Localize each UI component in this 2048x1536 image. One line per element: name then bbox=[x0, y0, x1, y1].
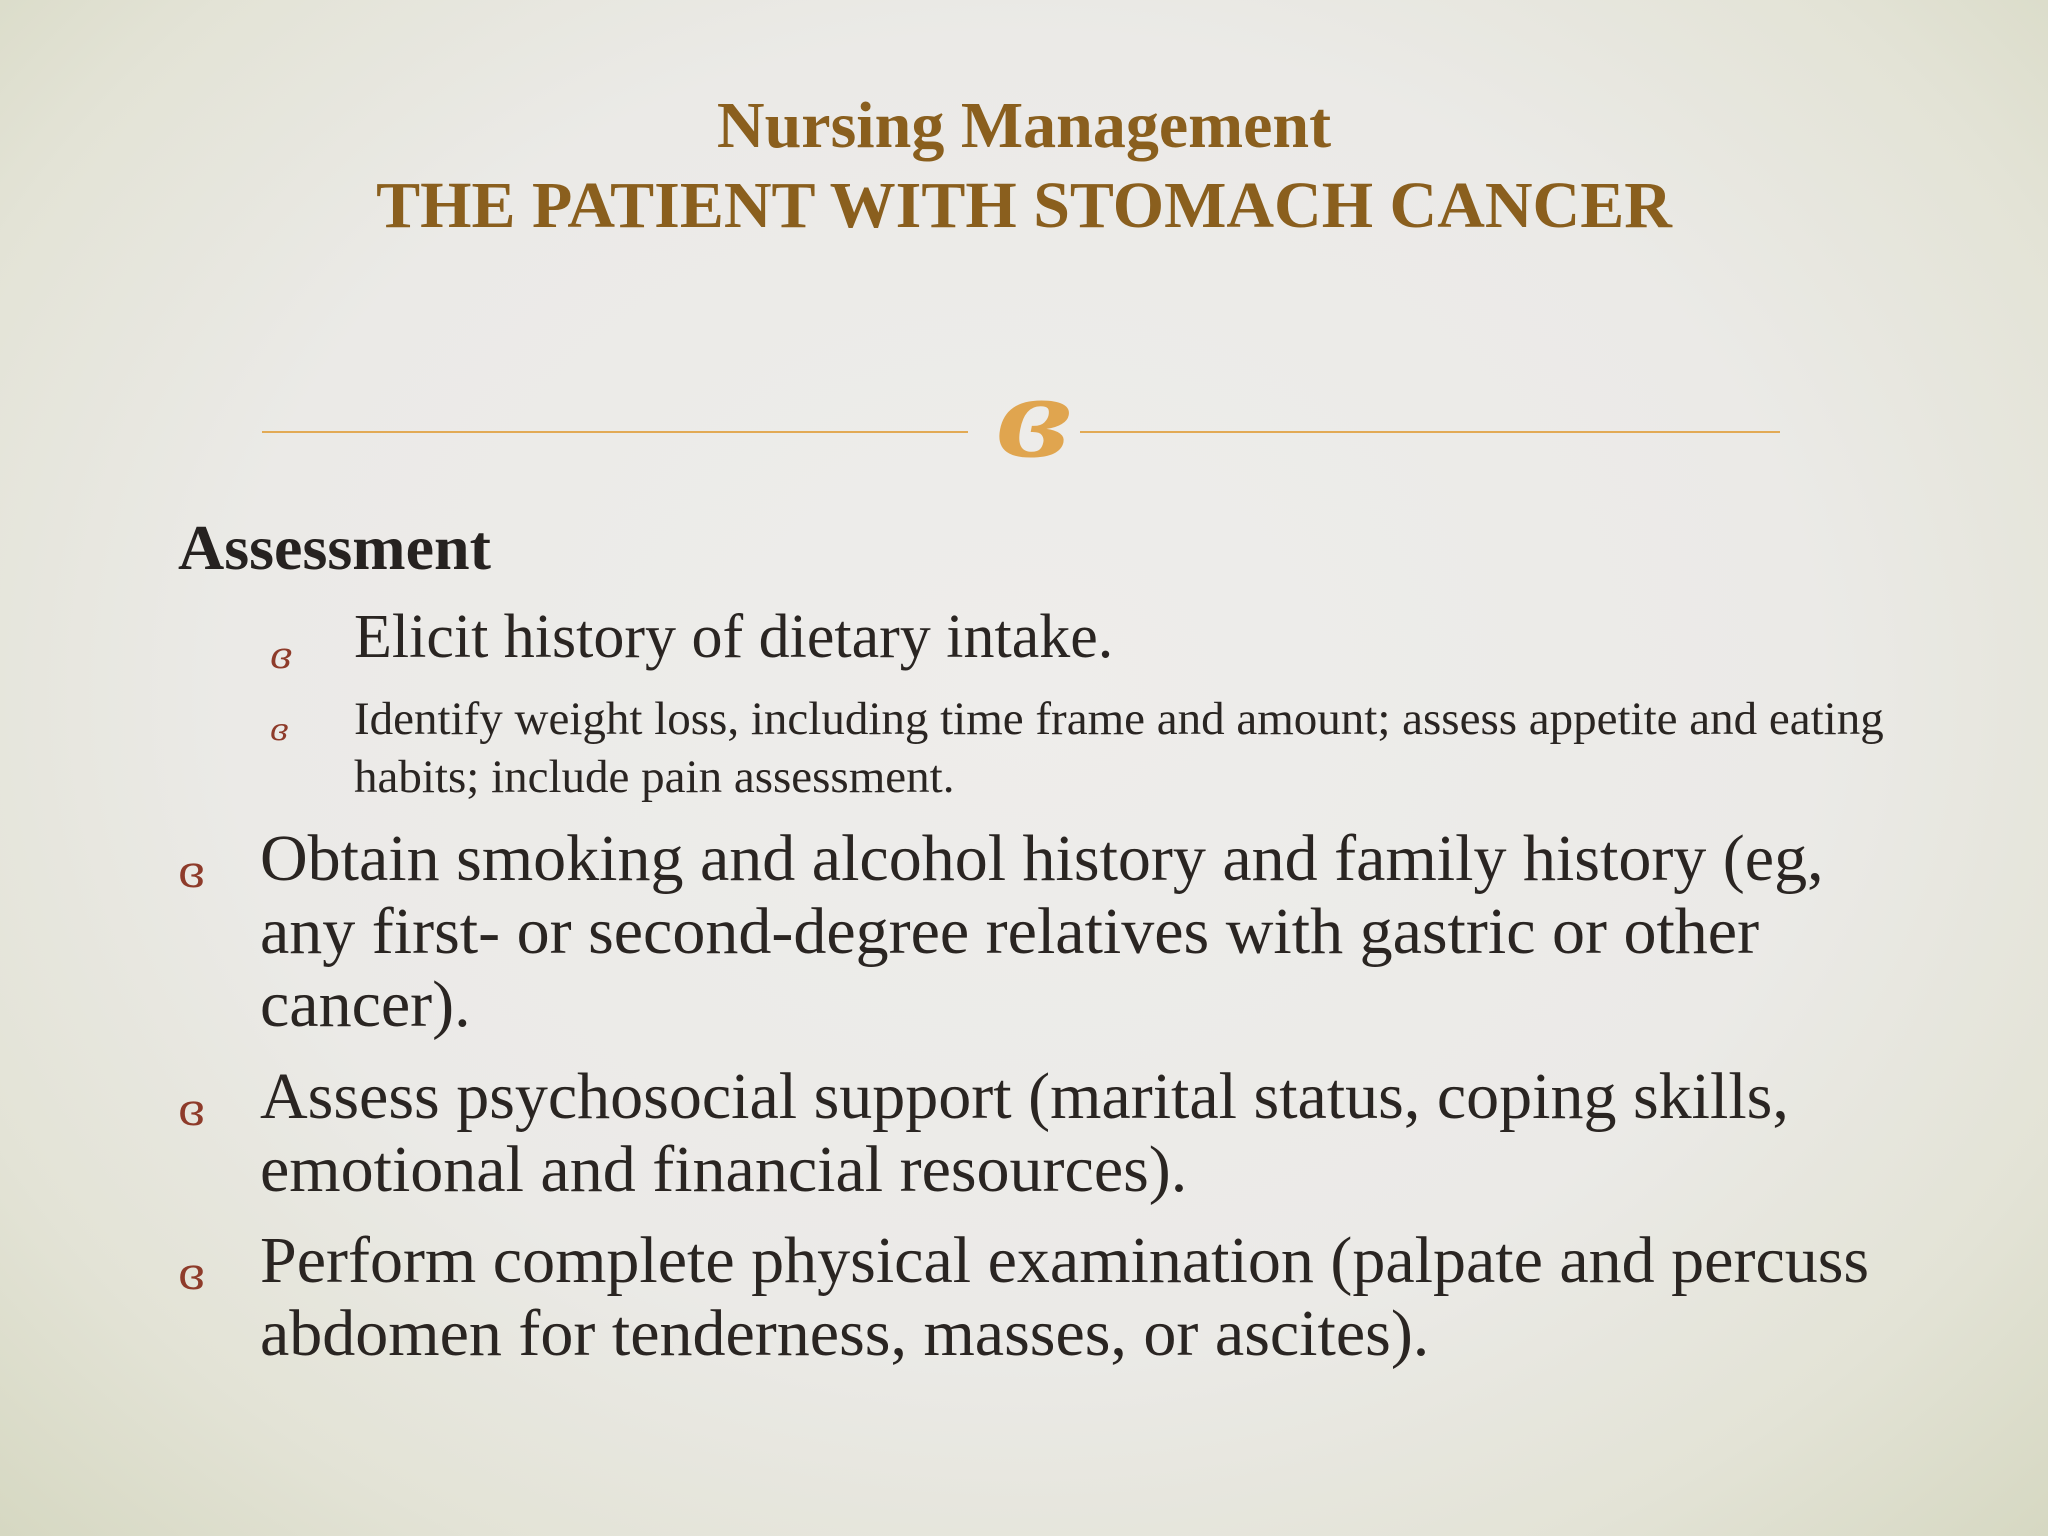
bullet-ornament-icon: ɞ bbox=[270, 636, 289, 677]
divider-left bbox=[262, 431, 968, 433]
bullet-ornament-icon: ɞ bbox=[178, 1249, 199, 1300]
main-bullet-text: Assess psychosocial support (marital status, coping skills, emotional and financial resources). bbox=[260, 1060, 1789, 1206]
section-heading: Assessment bbox=[178, 512, 491, 583]
slide-title-line2: THE PATIENT WITH STOMACH CANCER bbox=[376, 169, 1672, 242]
main-bullet-item bbox=[178, 1224, 1898, 1370]
main-bullet-item bbox=[178, 1060, 1898, 1206]
ornament-icon: ɞ bbox=[995, 358, 1053, 481]
main-bullet-text: Obtain smoking and alcohol history and family history (eg, any first- or second-degree relatives with gastric or other cancer). bbox=[260, 822, 1824, 1041]
sub-bullet-text: Identify weight loss, including time frame and amount; assess appetite and eating habits; include pain assessment. bbox=[354, 693, 1884, 803]
slide-title-line1: Nursing Management bbox=[716, 89, 1332, 162]
bullet-ornament-icon: ɞ bbox=[270, 713, 285, 748]
bullet-ornament-icon: ɞ bbox=[178, 847, 199, 898]
bullet-ornament-icon: ɞ bbox=[178, 1085, 199, 1136]
sub-bullet-item bbox=[270, 690, 1884, 806]
sub-bullet-item bbox=[270, 600, 1870, 677]
main-bullet-text: Perform complete physical examination (palpate and percuss abdomen for tenderness, masses, or ascites). bbox=[260, 1224, 1870, 1370]
sub-bullet-text: Elicit history of dietary intake. bbox=[354, 603, 1114, 671]
divider-right bbox=[1080, 431, 1780, 433]
main-bullet-item bbox=[178, 822, 1898, 1041]
